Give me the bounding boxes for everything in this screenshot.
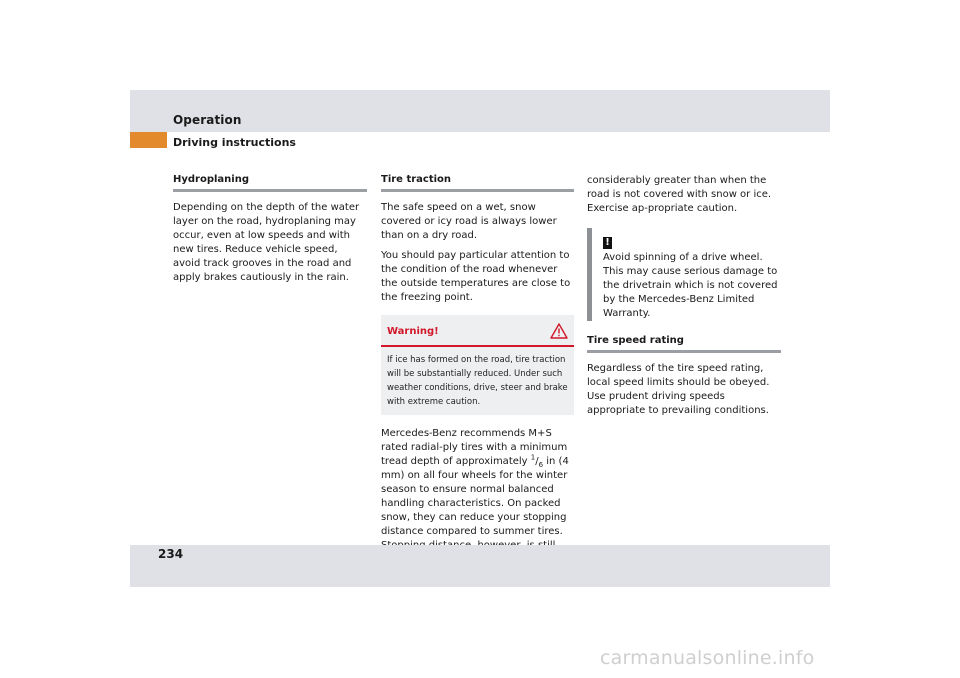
speed-rating-text: Regardless of the tire speed rating, local speed limits should be obeyed. Use prudent driving speeds appropriate to prevailing conditions.	[587, 363, 770, 416]
column-middle	[381, 174, 574, 559]
warning-label: Warning!	[387, 325, 439, 337]
page-number: 234	[158, 547, 184, 561]
section-marker	[130, 132, 167, 148]
note-box	[587, 228, 781, 321]
traction-text-2: You should pay particular attention to the condition of the road whenever the outside temperatures are close to the freezing point.	[381, 250, 571, 303]
warning-text: If ice has formed on the road, tire traction will be substantially reduced. Under such weather conditions, drive, steer and brake with extreme caution.	[387, 355, 568, 407]
caution-text: considerably greater than when the road is not covered with snow or ice. Exercise ap-propriate caution.	[587, 175, 772, 214]
fraction-numerator: 1	[530, 453, 536, 462]
tread-text-after: in (4 mm) on all four wheels for the winter season to ensure normal balanced handling characteristics. On packed snow, they can reduce your stopping distance compared to summer tires.	[381, 456, 569, 537]
heading-hydroplaning: Hydroplaning	[173, 174, 367, 192]
tread-text-before: Mercedes-Benz recommends M+S rated radial-ply tires with a minimum tread depth of approximately	[381, 428, 568, 467]
section-title: Operation	[173, 113, 242, 127]
fraction-denominator: 6	[538, 461, 544, 469]
watermark: carmanualsonline.info	[600, 647, 815, 669]
heading-tire-speed-rating: Tire speed rating	[587, 335, 781, 353]
traction-text-1: The safe speed on a wet, snow covered or icy road is always lower than on a dry road.	[381, 202, 557, 241]
footer-bar	[130, 545, 830, 587]
exclamation-icon: !	[603, 237, 612, 249]
note-text: Avoid spinning of a drive wheel. This may cause serious damage to the drivetrain which is not covered by the Mercedes-Benz Limited Warranty.	[603, 252, 778, 319]
warning-box	[381, 315, 574, 415]
hydroplaning-text: Depending on the depth of the water layer on the road, hydroplaning may occur, even at low speeds and with new tires. Reduce vehicle speed, avoid track grooves in the road and apply brakes cautiously in the rain.	[173, 202, 360, 283]
subsection-title: Driving instructions	[173, 136, 296, 149]
warning-triangle-icon	[550, 323, 568, 339]
column-right	[587, 174, 781, 424]
heading-tire-traction: Tire traction	[381, 174, 574, 192]
traction-text-3	[381, 427, 574, 553]
column-left	[173, 174, 367, 291]
warning-header	[381, 315, 574, 347]
fraction-separator: /	[535, 456, 539, 467]
